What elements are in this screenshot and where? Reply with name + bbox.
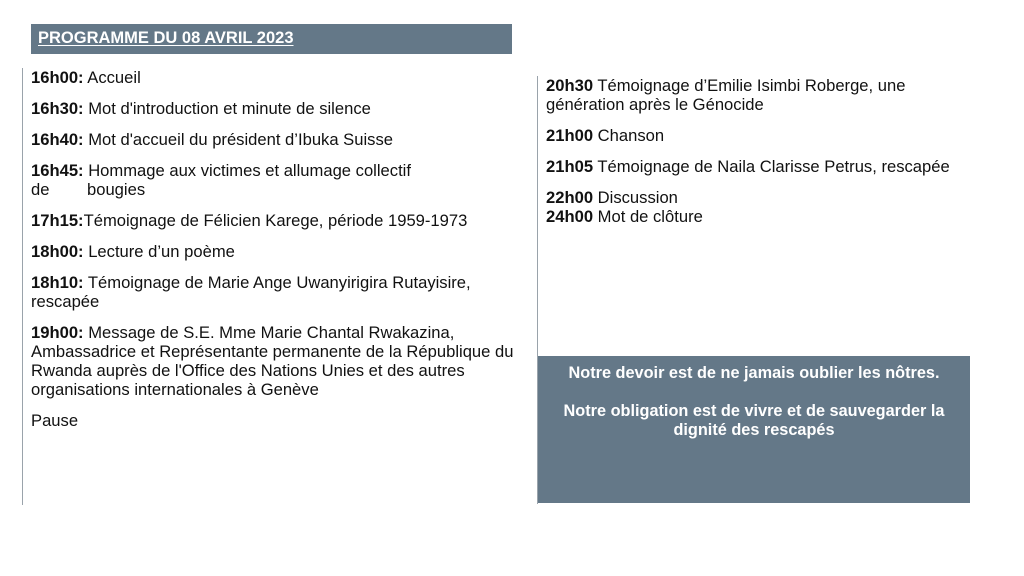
programme-entry [546,188,977,207]
programme-left-column [22,68,522,505]
programme-entry [31,273,522,311]
quote-line: Notre devoir est de ne jamais oublier les nôtres. [568,364,940,382]
quote-line: Notre obligation est de vivre et de sauvegarder la [563,402,945,420]
entry-text-continued: de [31,180,50,199]
entry-text: Témoignage d’Emilie Isimbi Roberge, une génération après le Génocide [546,76,906,114]
programme-entry [31,211,522,230]
programme-entry-pause [31,411,522,430]
entry-text: Témoignage de Naila Clarisse Petrus, rescapée [593,157,950,176]
programme-entry [31,130,522,149]
entry-text: Mot de clôture [593,207,703,226]
entry-time: 16h00: [31,68,84,87]
programme-entry [31,99,522,118]
entry-time: 18h00: [31,242,84,261]
entry-time: 16h30: [31,99,84,118]
entry-time: 22h00 [546,188,594,207]
quote-line: dignité des rescapés [673,421,835,439]
page-title: PROGRAMME DU 08 AVRIL 2023 [38,29,294,47]
entry-time: 20h30 [546,76,594,95]
programme-entry [546,76,977,114]
entry-text: Lecture d’un poème [83,242,235,261]
programme-entry [546,157,977,176]
quote-box [538,356,970,503]
entry-text: Pause [31,411,79,430]
entry-text: Message de S.E. Mme Marie Chantal Rwakazina, Ambassadrice et Représentante permanente de la République du Rwanda auprès de l'Office des Nations Unies et des autres organisations internationales à Genève [31,323,514,399]
entry-text: Hommage aux victimes et allumage collectif [83,161,411,180]
entry-time: 18h10: [31,273,84,292]
header-bar [31,24,512,54]
entry-text: Témoignage de Marie Ange Uwanyirigira Rutayisire, rescapée [31,273,471,311]
programme-entry [31,161,522,199]
programme-entry [546,207,977,226]
entry-time: 17h15: [31,211,84,230]
entry-time: 19h00: [31,323,84,342]
entry-time: 16h40: [31,130,84,149]
programme-entry [31,68,522,87]
entry-text-continued: bougies [87,180,146,199]
entry-text: Accueil [83,68,141,87]
programme-entry [546,126,977,145]
entry-time: 24h00 [546,207,594,226]
quote-spacer [552,383,956,402]
entry-text: Chanson [593,126,665,145]
entry-time: 16h45: [31,161,84,180]
programme-entry [31,242,522,261]
entry-text: Témoignage de Félicien Karege, période 1959-1973 [83,211,468,230]
entry-text: Mot d'accueil du président d’Ibuka Suisse [83,130,393,149]
entry-text: Mot d'introduction et minute de silence [83,99,371,118]
entry-time: 21h05 [546,157,594,176]
entry-text: Discussion [593,188,678,207]
programme-entry [31,323,522,399]
entry-time: 21h00 [546,126,594,145]
